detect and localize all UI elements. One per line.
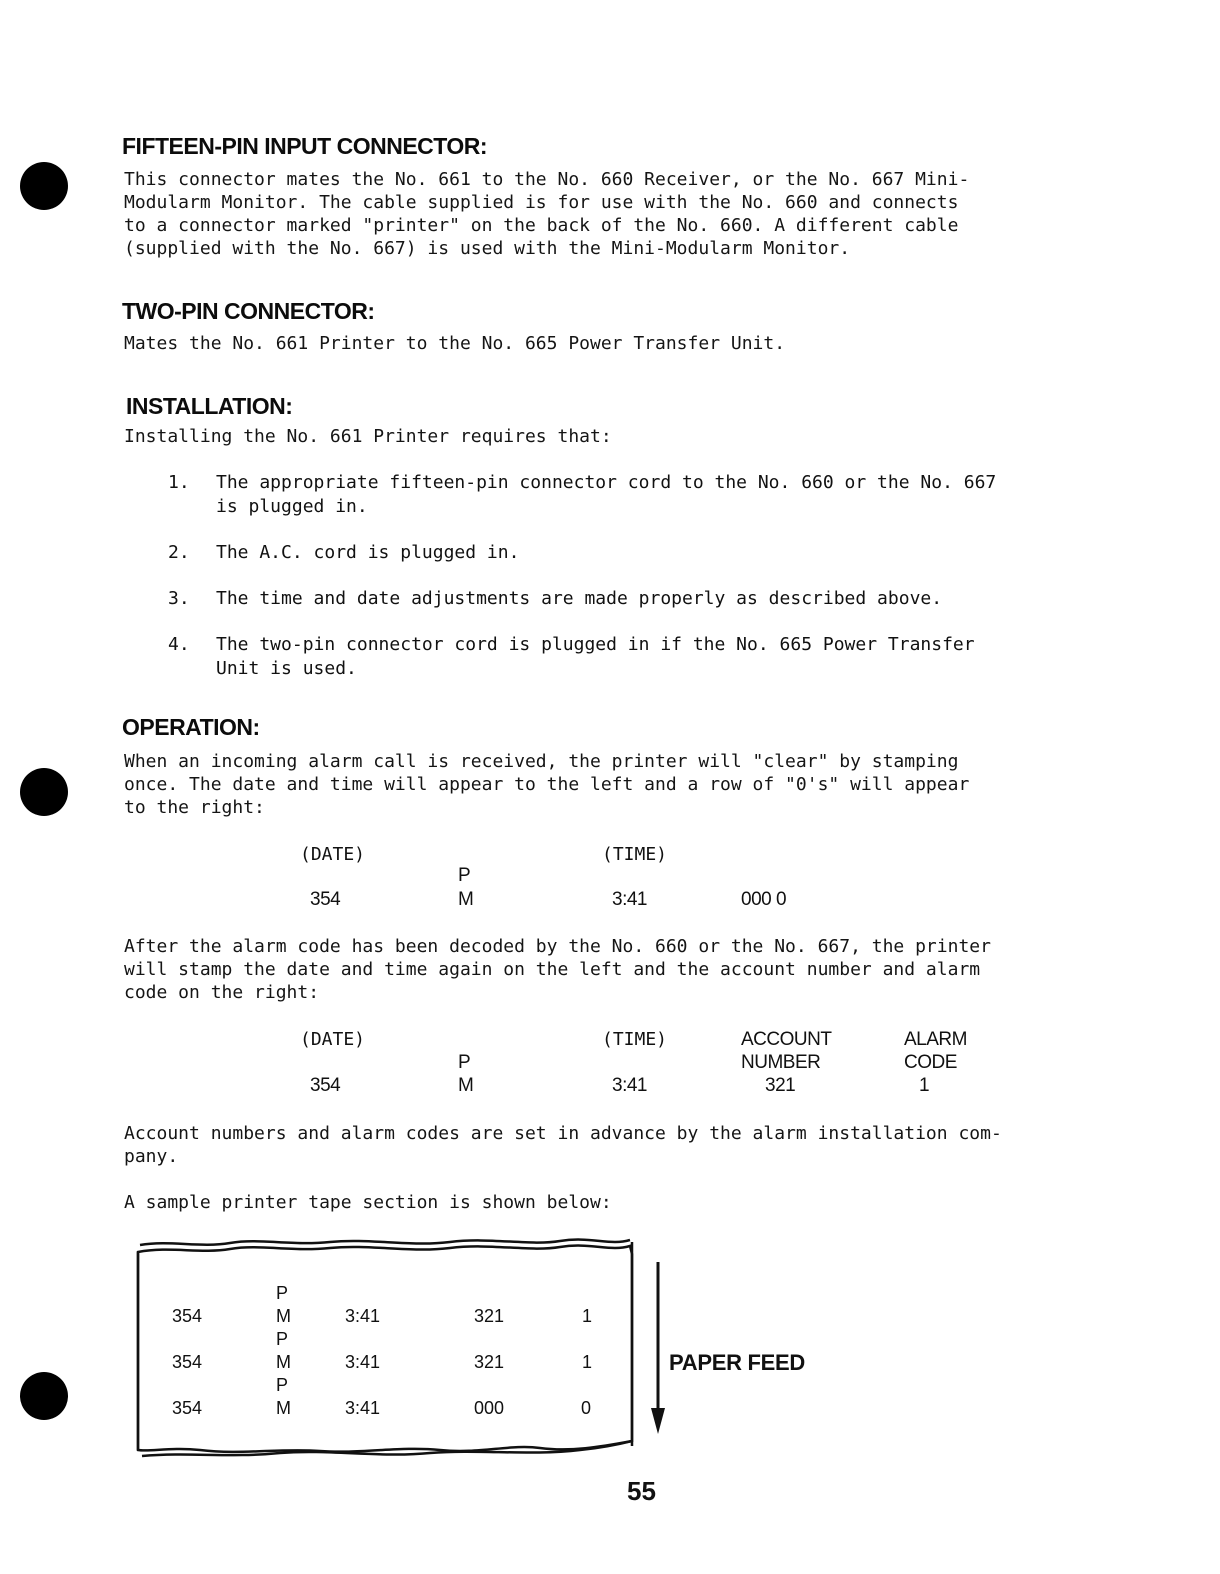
installation-heading: INSTALLATION: bbox=[126, 393, 293, 419]
tape-row-3-date: 354 bbox=[172, 1398, 203, 1418]
tape-row-1-account: 321 bbox=[474, 1306, 505, 1326]
tape-row-1-p: P bbox=[276, 1283, 289, 1303]
example2-code: 1 bbox=[919, 1075, 930, 1096]
example2-date-label: (DATE) bbox=[300, 1029, 366, 1050]
tape-row-3-code: 0 bbox=[581, 1398, 592, 1418]
example1-pm-m: M bbox=[458, 889, 474, 910]
tape-row-3-m: M bbox=[276, 1398, 291, 1418]
example2-pm-m: M bbox=[458, 1075, 474, 1096]
example1-time-label: (TIME) bbox=[602, 844, 668, 865]
tape-row-2-m: M bbox=[276, 1352, 291, 1372]
tape-row-3-account: 000 bbox=[474, 1398, 505, 1418]
installation-intro: Installing the No. 661 Printer requires that: bbox=[124, 426, 612, 447]
example2-account-label-2: NUMBER bbox=[741, 1052, 821, 1073]
tape-row-2-code: 1 bbox=[582, 1352, 593, 1372]
binder-hole-bottom bbox=[20, 1372, 68, 1420]
printer-tape-illustration bbox=[130, 1236, 670, 1466]
tape-row-1-time: 3:41 bbox=[345, 1306, 381, 1326]
tape-row-3-p: P bbox=[276, 1375, 289, 1395]
install-item-3-number: 3. bbox=[168, 588, 190, 609]
example1-pm-p: P bbox=[458, 865, 471, 886]
tape-row-1-m: M bbox=[276, 1306, 291, 1326]
two-pin-heading: TWO-PIN CONNECTOR: bbox=[122, 298, 375, 324]
install-item-1-number: 1. bbox=[168, 472, 190, 493]
fifteen-pin-heading: FIFTEEN-PIN INPUT CONNECTOR: bbox=[122, 133, 488, 159]
install-item-2-number: 2. bbox=[168, 542, 190, 563]
binder-hole-middle bbox=[20, 768, 68, 816]
example2-time: 3:41 bbox=[612, 1075, 647, 1096]
example2-alarm-label-2: CODE bbox=[904, 1052, 957, 1073]
install-item-4-text: The two-pin connector cord is plugged in if the No. 665 Power Transfer Unit is used. bbox=[216, 634, 975, 679]
fifteen-pin-body: This connector mates the No. 661 to the No. 660 Receiver, or the No. 667 Mini- Modularm Monitor. The cable supplied is for use with the No. 660 and connects to a connector marked "printer" on the back of the No. 660. A different cable (supplied with the No. 667) is used with the Mini-Modularm Monitor. bbox=[124, 169, 970, 259]
example1-time: 3:41 bbox=[612, 889, 647, 910]
install-item-4-number: 4. bbox=[168, 634, 190, 655]
install-item-3-text: The time and date adjustments are made properly as described above. bbox=[216, 588, 943, 609]
example2-account-label-1: ACCOUNT bbox=[741, 1029, 832, 1050]
page-number: 55 bbox=[627, 1476, 656, 1506]
tape-row-1-code: 1 bbox=[582, 1306, 593, 1326]
operation-para-4: A sample printer tape section is shown below: bbox=[124, 1192, 612, 1213]
example1-date-label: (DATE) bbox=[300, 844, 366, 865]
example2-date: 354 bbox=[310, 1075, 341, 1096]
two-pin-body: Mates the No. 661 Printer to the No. 665 Power Transfer Unit. bbox=[124, 333, 786, 354]
paper-feed-label: PAPER FEED bbox=[669, 1350, 805, 1375]
binder-hole-top bbox=[20, 162, 68, 210]
example1-zeros: 000 0 bbox=[741, 889, 787, 910]
example2-alarm-label-1: ALARM bbox=[904, 1029, 967, 1050]
operation-heading: OPERATION: bbox=[122, 714, 260, 740]
install-item-2-text: The A.C. cord is plugged in. bbox=[216, 542, 520, 563]
example2-account: 321 bbox=[765, 1075, 796, 1096]
tape-row-2-date: 354 bbox=[172, 1352, 203, 1372]
paper-feed-arrow-icon bbox=[648, 1262, 668, 1436]
operation-para-3: Account numbers and alarm codes are set in advance by the alarm installation com- pany. bbox=[124, 1123, 1002, 1167]
example1-date: 354 bbox=[310, 889, 341, 910]
tape-row-2-time: 3:41 bbox=[345, 1352, 381, 1372]
tape-row-1-date: 354 bbox=[172, 1306, 203, 1326]
install-item-1-text: The appropriate fifteen-pin connector cord to the No. 660 or the No. 667 is plugged in. bbox=[216, 472, 997, 517]
operation-para-1: When an incoming alarm call is received, the printer will "clear" by stamping once. The date and time will appear to the left and a row of "0's" will appear to the right: bbox=[124, 751, 970, 818]
tape-row-2-account: 321 bbox=[474, 1352, 505, 1372]
tape-row-2-p: P bbox=[276, 1329, 289, 1349]
operation-para-2: After the alarm code has been decoded by the No. 660 or the No. 667, the printer will stamp the date and time again on the left and the account number and alarm code on the right: bbox=[124, 936, 991, 1003]
tape-row-3-time: 3:41 bbox=[345, 1398, 381, 1418]
example2-time-label: (TIME) bbox=[602, 1029, 668, 1050]
example2-pm-p: P bbox=[458, 1052, 471, 1073]
